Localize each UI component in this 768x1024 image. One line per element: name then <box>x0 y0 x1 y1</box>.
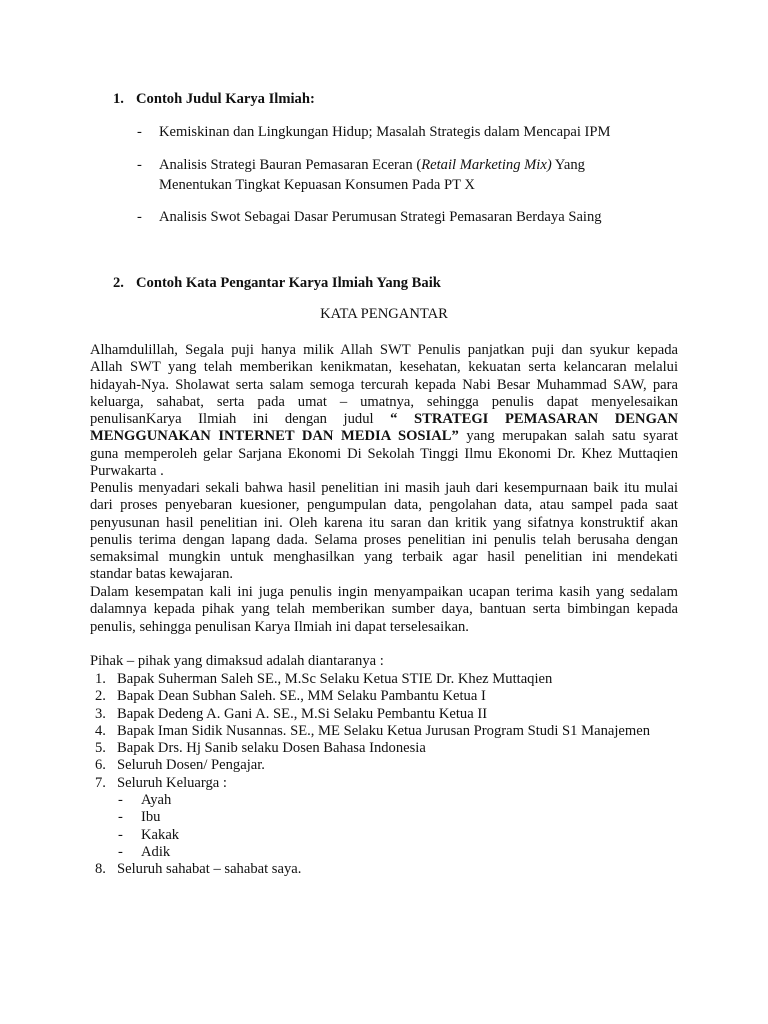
list-item <box>90 706 690 723</box>
pihak-intro: Pihak – pihak yang dimaksud adalah diantaranya : <box>90 653 384 669</box>
section-2-number: 2. <box>113 275 124 291</box>
paragraph-3 <box>90 584 678 636</box>
example-title-2 <box>159 157 585 174</box>
list-number: 4. <box>95 722 106 739</box>
paragraph-line: semaksimal mungkin untuk menghasilkan yang terbaik agar hasil penelitian ini mendekati <box>90 549 678 566</box>
bullet-dash: - <box>137 157 142 173</box>
list-number: 8. <box>95 861 106 878</box>
kata-pengantar-heading: KATA PENGANTAR <box>320 306 448 322</box>
sub-list-item <box>90 809 690 826</box>
thesis-title-part-1: “ STRATEGI PEMASARAN DENGAN <box>390 411 679 428</box>
paragraph-line: Alhamdulillah, Segala puji hanya milik Allah SWT Penulis panjatkan puji dan syukur kepada <box>90 342 678 358</box>
example-title-2-part: Analisis Strategi Bauran Pemasaran Eceran ( <box>159 157 422 173</box>
sub-dash: - <box>118 792 123 809</box>
paragraph-line <box>90 428 678 445</box>
list-number: 2. <box>95 688 106 705</box>
list-number: 6. <box>95 757 106 774</box>
sub-dash: - <box>118 809 123 826</box>
list-text: Bapak Drs. Hj Sanib selaku Dosen Bahasa Indonesia <box>117 740 426 757</box>
list-item <box>90 688 690 705</box>
list-item <box>90 775 690 792</box>
sub-text: Kakak <box>141 826 180 843</box>
list-text: Bapak Dean Subhan Saleh. SE., MM Selaku Pambantu Ketua I <box>117 688 486 705</box>
paragraph-line: Dalam kesempatan kali ini juga penulis ingin menyampaikan ucapan terima kasih yang sedalam <box>90 584 678 600</box>
list-text: Bapak Suherman Saleh SE., M.Sc Selaku Ketua STIE Dr. Khez Muttaqien <box>117 671 553 687</box>
sub-list-item <box>90 844 690 861</box>
list-number: 7. <box>95 774 106 791</box>
paragraph-line: Penulis menyadari sekali bahwa hasil penelitian ini masih jauh dari kesempurnaan baik itu mulai <box>90 480 678 496</box>
paragraph-line: standar batas kewajaran. <box>90 566 234 583</box>
list-text: Seluruh Dosen/ Pengajar. <box>117 757 265 774</box>
paragraph-line: dari proses penyebaran kuesioner, pengumpulan data, pengolahan data, atau sampel pada saat <box>90 497 678 514</box>
sub-list-item <box>90 827 690 844</box>
list-text: Seluruh Keluarga : <box>117 774 227 791</box>
sub-dash: - <box>118 826 123 843</box>
list-number: 1. <box>95 671 106 687</box>
list-number: 5. <box>95 740 106 757</box>
paragraph-line: Allah SWT yang telah memberikan kenikmatan, kesehatan, kekuatan serta kelancaran melalui <box>90 359 678 376</box>
paragraph-2 <box>90 480 678 584</box>
sub-text: Ibu <box>141 809 161 826</box>
acknowledgement-list <box>90 671 690 879</box>
list-item <box>90 671 690 688</box>
bullet-dash: - <box>137 124 142 140</box>
example-title-2-italic: Retail Marketing Mix) <box>421 157 552 173</box>
paragraph-line: hidayah-Nya. Sholawat serta salam semoga tercurah kepada Nabi Besar Muhammad SAW, para <box>90 376 678 393</box>
list-text: Bapak Dedeng A. Gani A. SE., M.Si Selaku Pembantu Ketua II <box>117 705 488 722</box>
bullet-dash: - <box>137 209 142 225</box>
example-title-2-part: Yang <box>551 157 585 173</box>
paragraph-line: penyusunan hasil penelitian ini. Oleh karena itu saran dan kritik yang sifatnya konstruktif akan <box>90 514 678 531</box>
example-title-2-line-2: Menentukan Tingkat Kepuasan Konsumen Pada PT X <box>159 177 475 193</box>
paragraph-line: guna memperoleh gelar Sarjana Ekonomi Di Sekolah Tinggi Ilmu Ekonomi Dr. Khez Muttaqien <box>90 445 678 462</box>
section-1-number: 1. <box>113 91 124 107</box>
sub-dash: - <box>118 843 123 860</box>
list-item <box>90 723 690 740</box>
paragraph-line: penulis, sehingga penulisan Karya Ilmiah ini dapat terselesaikan. <box>90 618 469 635</box>
thesis-title-part-2: MENGGUNAKAN INTERNET DAN MEDIA SOSIAL” <box>90 428 459 445</box>
paragraph-text: penulisanKarya Ilmiah ini dengan judul <box>90 411 391 428</box>
section-1-title: Contoh Judul Karya Ilmiah: <box>136 91 315 107</box>
paragraph-text: yang merupakan salah satu syarat <box>458 428 679 445</box>
sub-text: Ayah <box>141 792 172 809</box>
list-item <box>90 861 690 878</box>
list-item <box>90 757 690 774</box>
paragraph-line: Purwakarta . <box>90 463 164 480</box>
list-text: Bapak Iman Sidik Nusannas. SE., ME Selaku Ketua Jurusan Program Studi S1 Manajemen <box>117 722 651 739</box>
paragraph-line <box>90 411 678 428</box>
paragraph-line: penulis terima dengan lapang dada. Selama proses penelitian ini penulis telah berusaha dengan <box>90 531 678 548</box>
example-title-1: Kemiskinan dan Lingkungan Hidup; Masalah Strategis dalam Mencapai IPM <box>159 124 611 140</box>
sub-text: Adik <box>141 843 171 860</box>
list-item <box>90 740 690 757</box>
list-text: Seluruh sahabat – sahabat saya. <box>117 861 302 878</box>
example-title-3: Analisis Swot Sebagai Dasar Perumusan Strategi Pemasaran Berdaya Saing <box>159 209 602 225</box>
list-number: 3. <box>95 705 106 722</box>
sub-list-item <box>90 792 690 809</box>
section-2-title: Contoh Kata Pengantar Karya Ilmiah Yang Baik <box>136 275 441 291</box>
paragraph-line: dalamnya kepada pihak yang telah memberikan sumber daya, bantuan serta bimbingan kepada <box>90 601 678 618</box>
paragraph-line: keluarga, sahabat, serta pada umat – umatnya, sehingga penulis dapat menyelesaikan <box>90 393 678 410</box>
paragraph-1 <box>90 342 678 480</box>
